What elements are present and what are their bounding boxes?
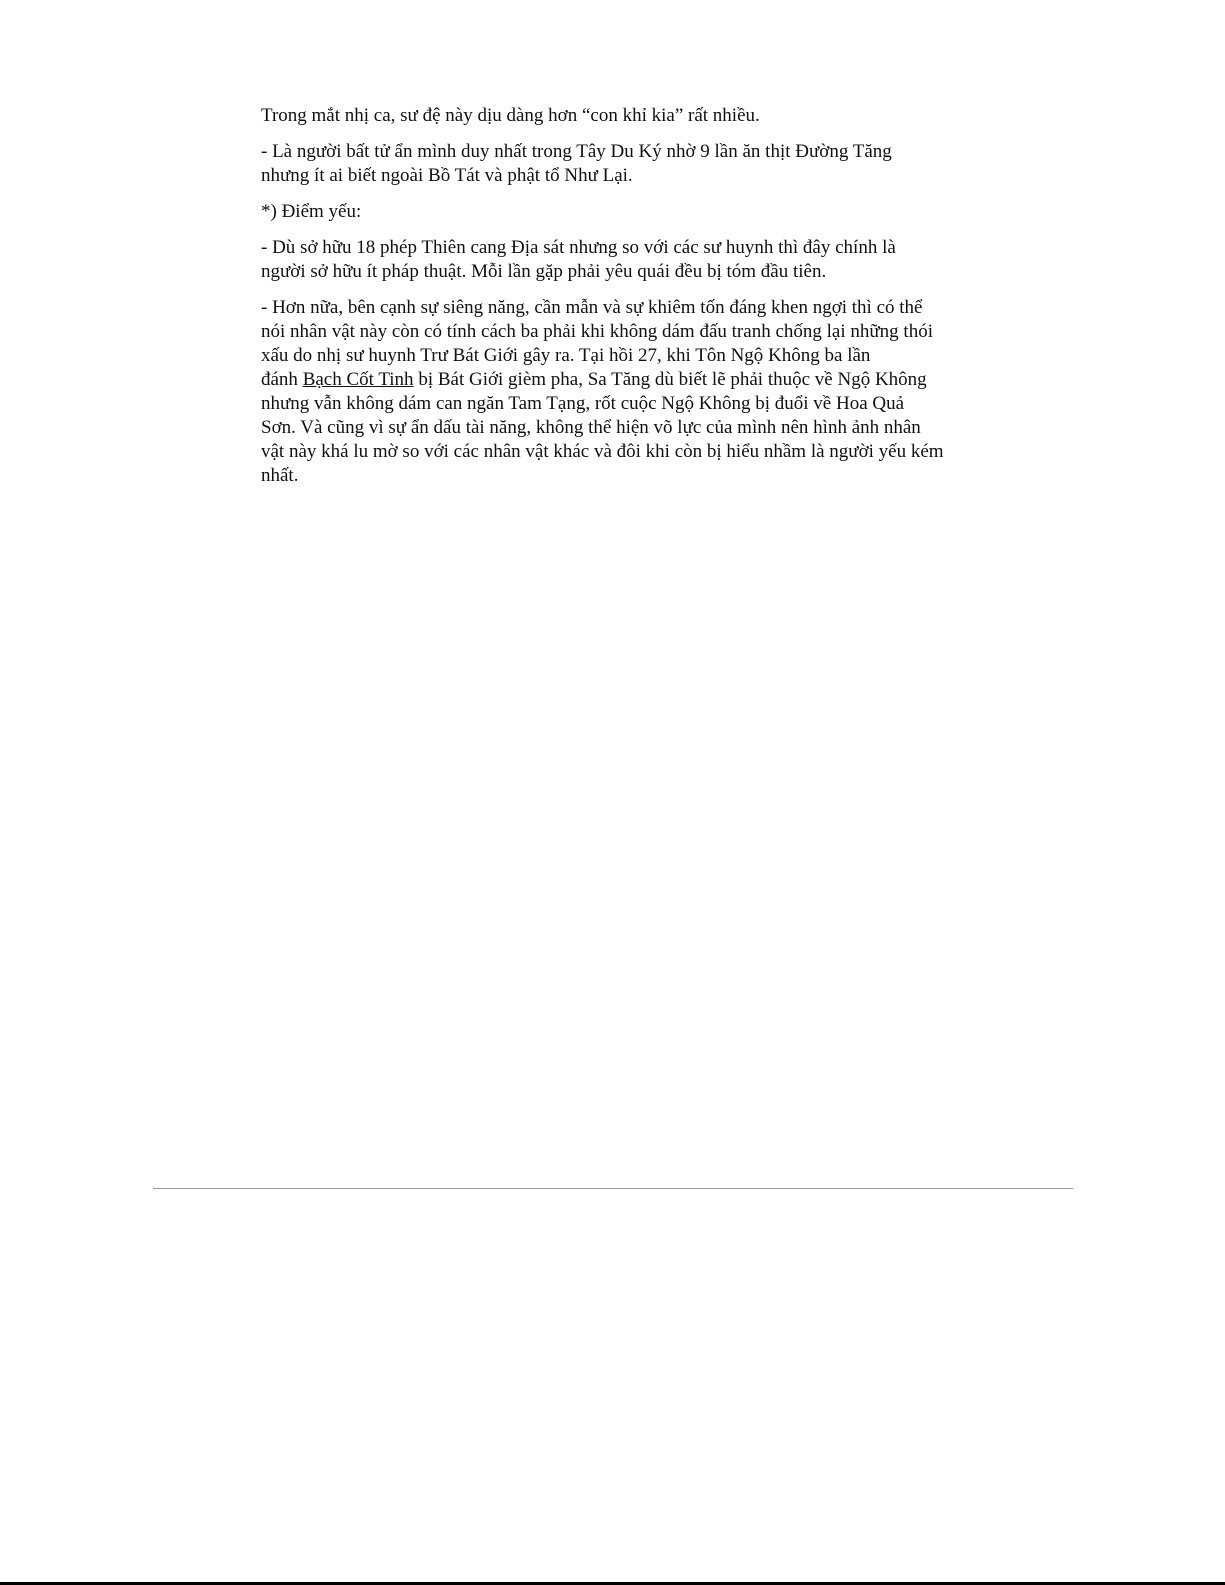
text-line: nói nhân vật này còn có tính cách ba phải khi không dám đấu tranh chống lại những thói — [261, 321, 933, 342]
text-line: vật này khá lu mờ so với các nhân vật khác và đôi khi còn bị hiểu nhầm là người yếu kém — [261, 441, 944, 462]
text-line: nhưng ít ai biết ngoài Bồ Tát và phật tổ Như Lại. — [261, 165, 633, 186]
text-line: - Hơn nữa, bên cạnh sự siêng năng, cần mẫn và sự khiêm tốn đáng khen ngợi thì có thể — [261, 297, 923, 318]
text-line: nhất. — [261, 465, 299, 486]
bach-cot-tinh-link[interactable]: Bạch Cốt Tinh — [302, 369, 414, 390]
text-line: nhưng vẫn không dám can ngăn Tam Tạng, rốt cuộc Ngộ Không bị đuổi về Hoa Quả — [261, 393, 905, 414]
text-segment: bị Bát Giới gièm pha, Sa Tăng dù biết lẽ phải thuộc về Ngộ Không — [413, 369, 927, 390]
text-line: Sơn. Và cũng vì sự ẩn dấu tài năng, không thể hiện võ lực của mình nên hình ảnh nhân — [261, 417, 921, 438]
text-line: - Là người bất tử ẩn mình duy nhất trong Tây Du Ký nhờ 9 lần ăn thịt Đường Tăng — [261, 141, 892, 162]
text-line: người sở hữu ít pháp thuật. Mỗi lần gặp phải yêu quái đều bị tóm đầu tiên. — [261, 261, 827, 282]
text-line: xấu do nhị sư huynh Trư Bát Giới gây ra. Tại hồi 27, khi Tôn Ngộ Không ba lần — [261, 345, 871, 366]
heading-text: *) Điểm yếu: — [261, 201, 362, 222]
paragraph-magic — [261, 236, 976, 284]
text-line: Trong mắt nhị ca, sư đệ này dịu dàng hơn “con khỉ kia” rất nhiều. — [261, 105, 760, 126]
paragraph-immortal — [261, 140, 976, 188]
document-body — [261, 104, 976, 500]
text-line-with-link — [261, 368, 976, 392]
section-heading-weakness — [261, 200, 976, 224]
footer-divider — [153, 1188, 1073, 1189]
text-segment: đánh — [261, 369, 303, 390]
text-line: - Dù sở hữu 18 phép Thiên cang Địa sát nhưng so với các sư huynh thì đây chính là — [261, 237, 896, 258]
paragraph-intro — [261, 104, 976, 128]
paragraph-personality — [261, 296, 976, 488]
